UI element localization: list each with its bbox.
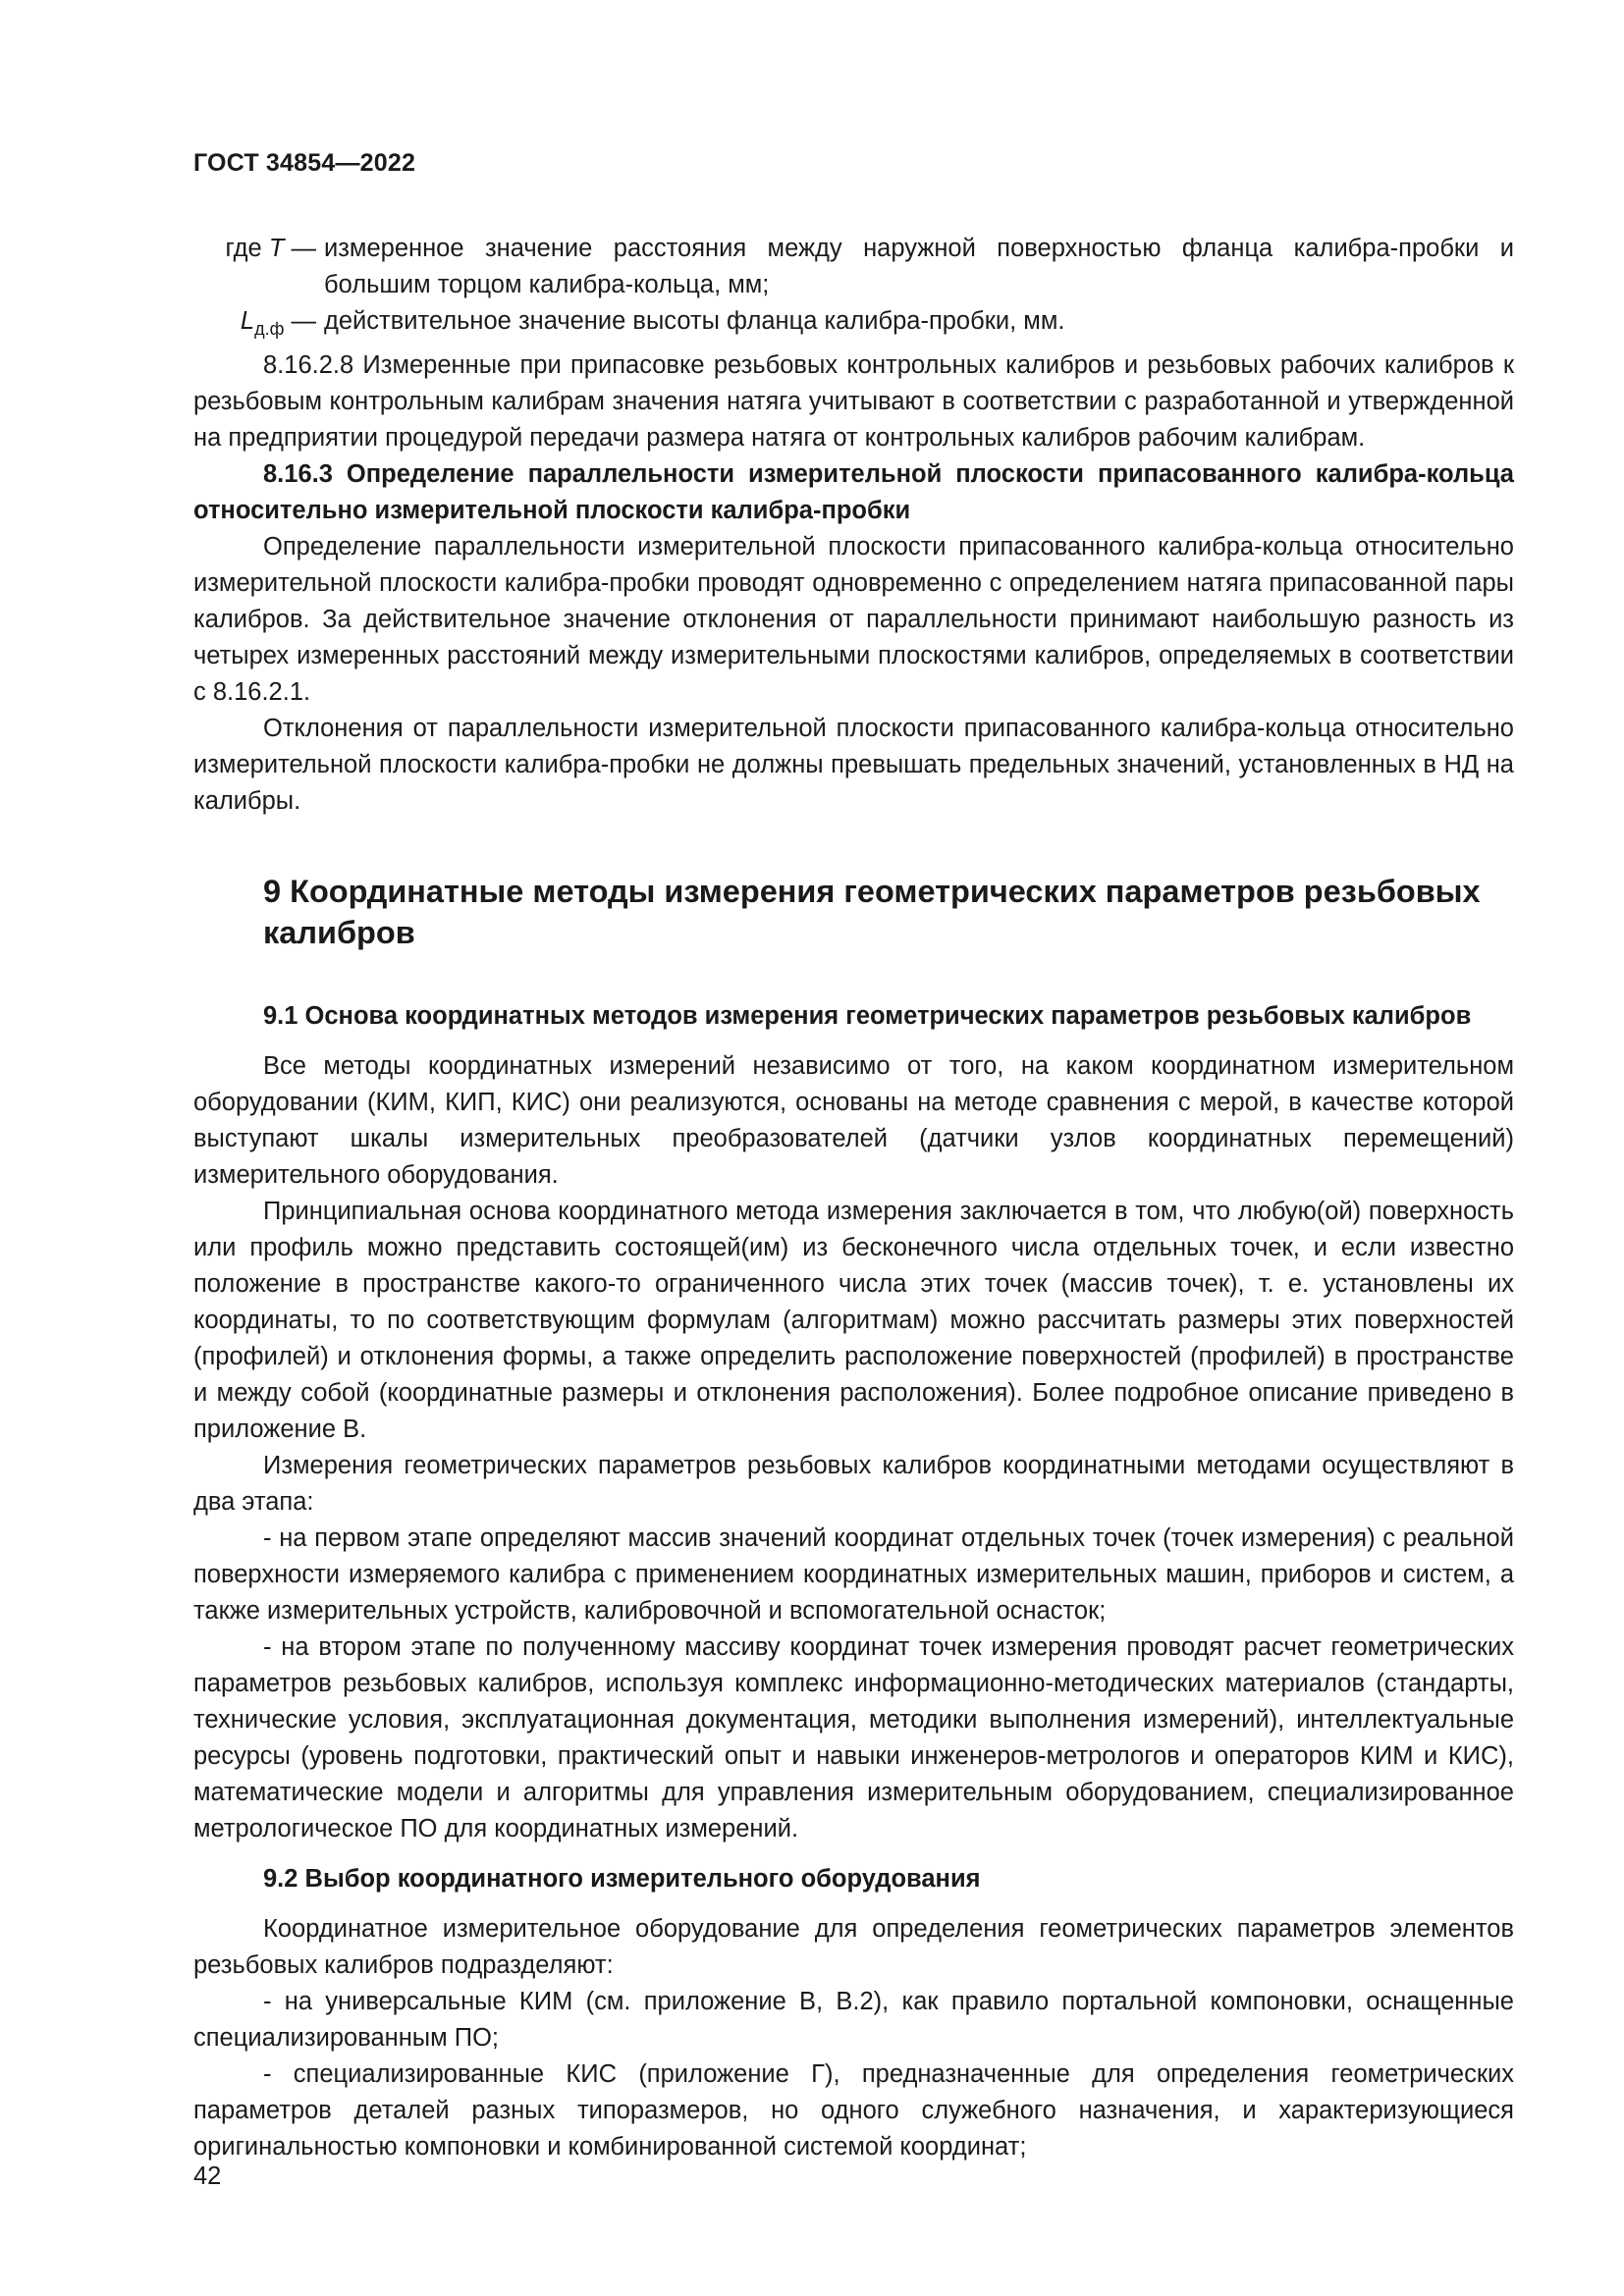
paragraph-8-16-2-8: 8.16.2.8 Измеренные при припасовке резьбовых контрольных калибров и резьбовых рабочих калибров к резьбовым контрольным калибрам значения натяга учитывают в соответствии с разработанной и утвержденной на предприятии процедурой передачи размера натяга от контрольных калибров рабочим калибрам. xyxy=(193,351,1514,452)
paragraph-8-16-3-b: Отклонения от параллельности измерительной плоскости припасованного калибра-кольца относительно измерительной плоскости калибра-пробки не должны превышать предельных значений, установленных в НД на калибры. xyxy=(193,715,1514,815)
symbol-l-subscript: д.ф xyxy=(254,319,285,339)
list-item-stage-2: - на втором этапе по полученному массиву координат точек измерения проводят расчет геометрических параметров резьбовых калибров, используя комплекс информационно-методических материалов (стандарты, технические условия, эксплуатационная документация, методики выполнения измерений), интеллектуальные ресурсы (уровень подготовки, практический опыт и навыки инженеров-метрологов и операторов КИМ и КИС), математические модели и алгоритмы для управления измерительным оборудованием, специализированное метрологическое ПО для координатных измерений. xyxy=(193,1633,1514,1842)
heading-9-1: 9.1 Основа координатных методов измерения геометрических параметров резьбовых калибров xyxy=(263,1002,1472,1030)
definition-dash: — xyxy=(291,307,316,335)
list-item-universal-cmm: - на универсальные КИМ (см. приложение В, В.2), как правило портальной компоновки, оснащенные специализированным ПО; xyxy=(193,1988,1514,2052)
paragraph-8-16-3-a: Определение параллельности измерительной плоскости припасованного калибра-кольца относительно измерительной плоскости калибра-пробки проводят одновременно с определением натяга припасованной пары калибров. За действительное значение отклонения от параллельности принимают наибольшую разность из четырех измеренных расстояний между измерительными плоскостями калибров, определяемых в соответствии с 8.16.2.1. xyxy=(193,533,1514,706)
definition-prefix: где xyxy=(225,235,262,262)
definition-symbol xyxy=(193,303,316,347)
paragraph-9-2-a: Координатное измерительное оборудование для определения геометрических параметров элементов резьбовых калибров подразделяют: xyxy=(193,1915,1514,1979)
paragraph-9-1-b: Принципиальная основа координатного метода измерения заключается в том, что любую(ой) поверхность или профиль можно представить состоящей(им) из бесконечного числа отдельных точек, и если известно положение в пространстве какого-то ограниченного числа этих точек (массив точек), т. е. установлены их координаты, то по соответствующим формулам (алгоритмам) можно рассчитать размеры этих поверхностей (профилей) и отклонения формы, а также определить расположение поверхностей (профилей) в пространстве и между собой (координатные размеры и отклонения расположения). Более подробное описание приведено в приложение В. xyxy=(193,1198,1514,1443)
symbol-t: T xyxy=(268,235,285,262)
list-item-specialized-cms: - специализированные КИС (приложение Г), предназначенные для определения геометрических параметров деталей разных типоразмеров, но одного служебного назначения, и характеризующиеся оригинальностью компоновки и комбинированной системой координат; xyxy=(193,2060,1514,2161)
paragraph-9-1-a: Все методы координатных измерений независимо от того, на каком координатном измерительном оборудовании (КИМ, КИП, КИС) они реализуются, основаны на методе сравнения с мерой, в качестве которой выступают шкалы измерительных преобразователей (датчики узлов координатных перемещений) измерительного оборудования. xyxy=(193,1052,1514,1189)
heading-9-2: 9.2 Выбор координатного измерительного оборудования xyxy=(263,1865,981,1893)
paragraph-9-1-c: Измерения геометрических параметров резьбовых калибров координатными методами осуществляют в два этапа: xyxy=(193,1452,1514,1516)
section-9-title: 9 Координатные методы измерения геометрических параметров резьбовых калибров xyxy=(263,874,1481,950)
definition-t xyxy=(193,231,1514,303)
definition-symbol xyxy=(193,231,316,267)
symbol-l: L xyxy=(240,307,255,335)
definition-text: действительное значение высоты фланца калибра-пробки, мм. xyxy=(324,307,1065,335)
definition-text: измеренное значение расстояния между наружной поверхностью фланца калибра-пробки и большим торцом калибра-кольца, мм; xyxy=(324,235,1514,298)
definition-dash: — xyxy=(291,235,316,262)
document-code-header: ГОСТ 34854—2022 xyxy=(193,149,416,177)
definition-l xyxy=(193,303,1514,347)
document-body xyxy=(193,231,1514,2165)
page-number: 42 xyxy=(193,2163,222,2190)
heading-8-16-3: 8.16.3 Определение параллельности измерительной плоскости припасованного калибра-кольца относительно измерительной плоскости калибра-пробки xyxy=(193,460,1514,524)
list-item-stage-1: - на первом этапе определяют массив значений координат отдельных точек (точек измерения) с реальной поверхности измеряемого калибра с применением координатных измерительных машин, приборов и систем, а также измерительных устройств, калибровочной и вспомогательной оснасток; xyxy=(193,1524,1514,1625)
